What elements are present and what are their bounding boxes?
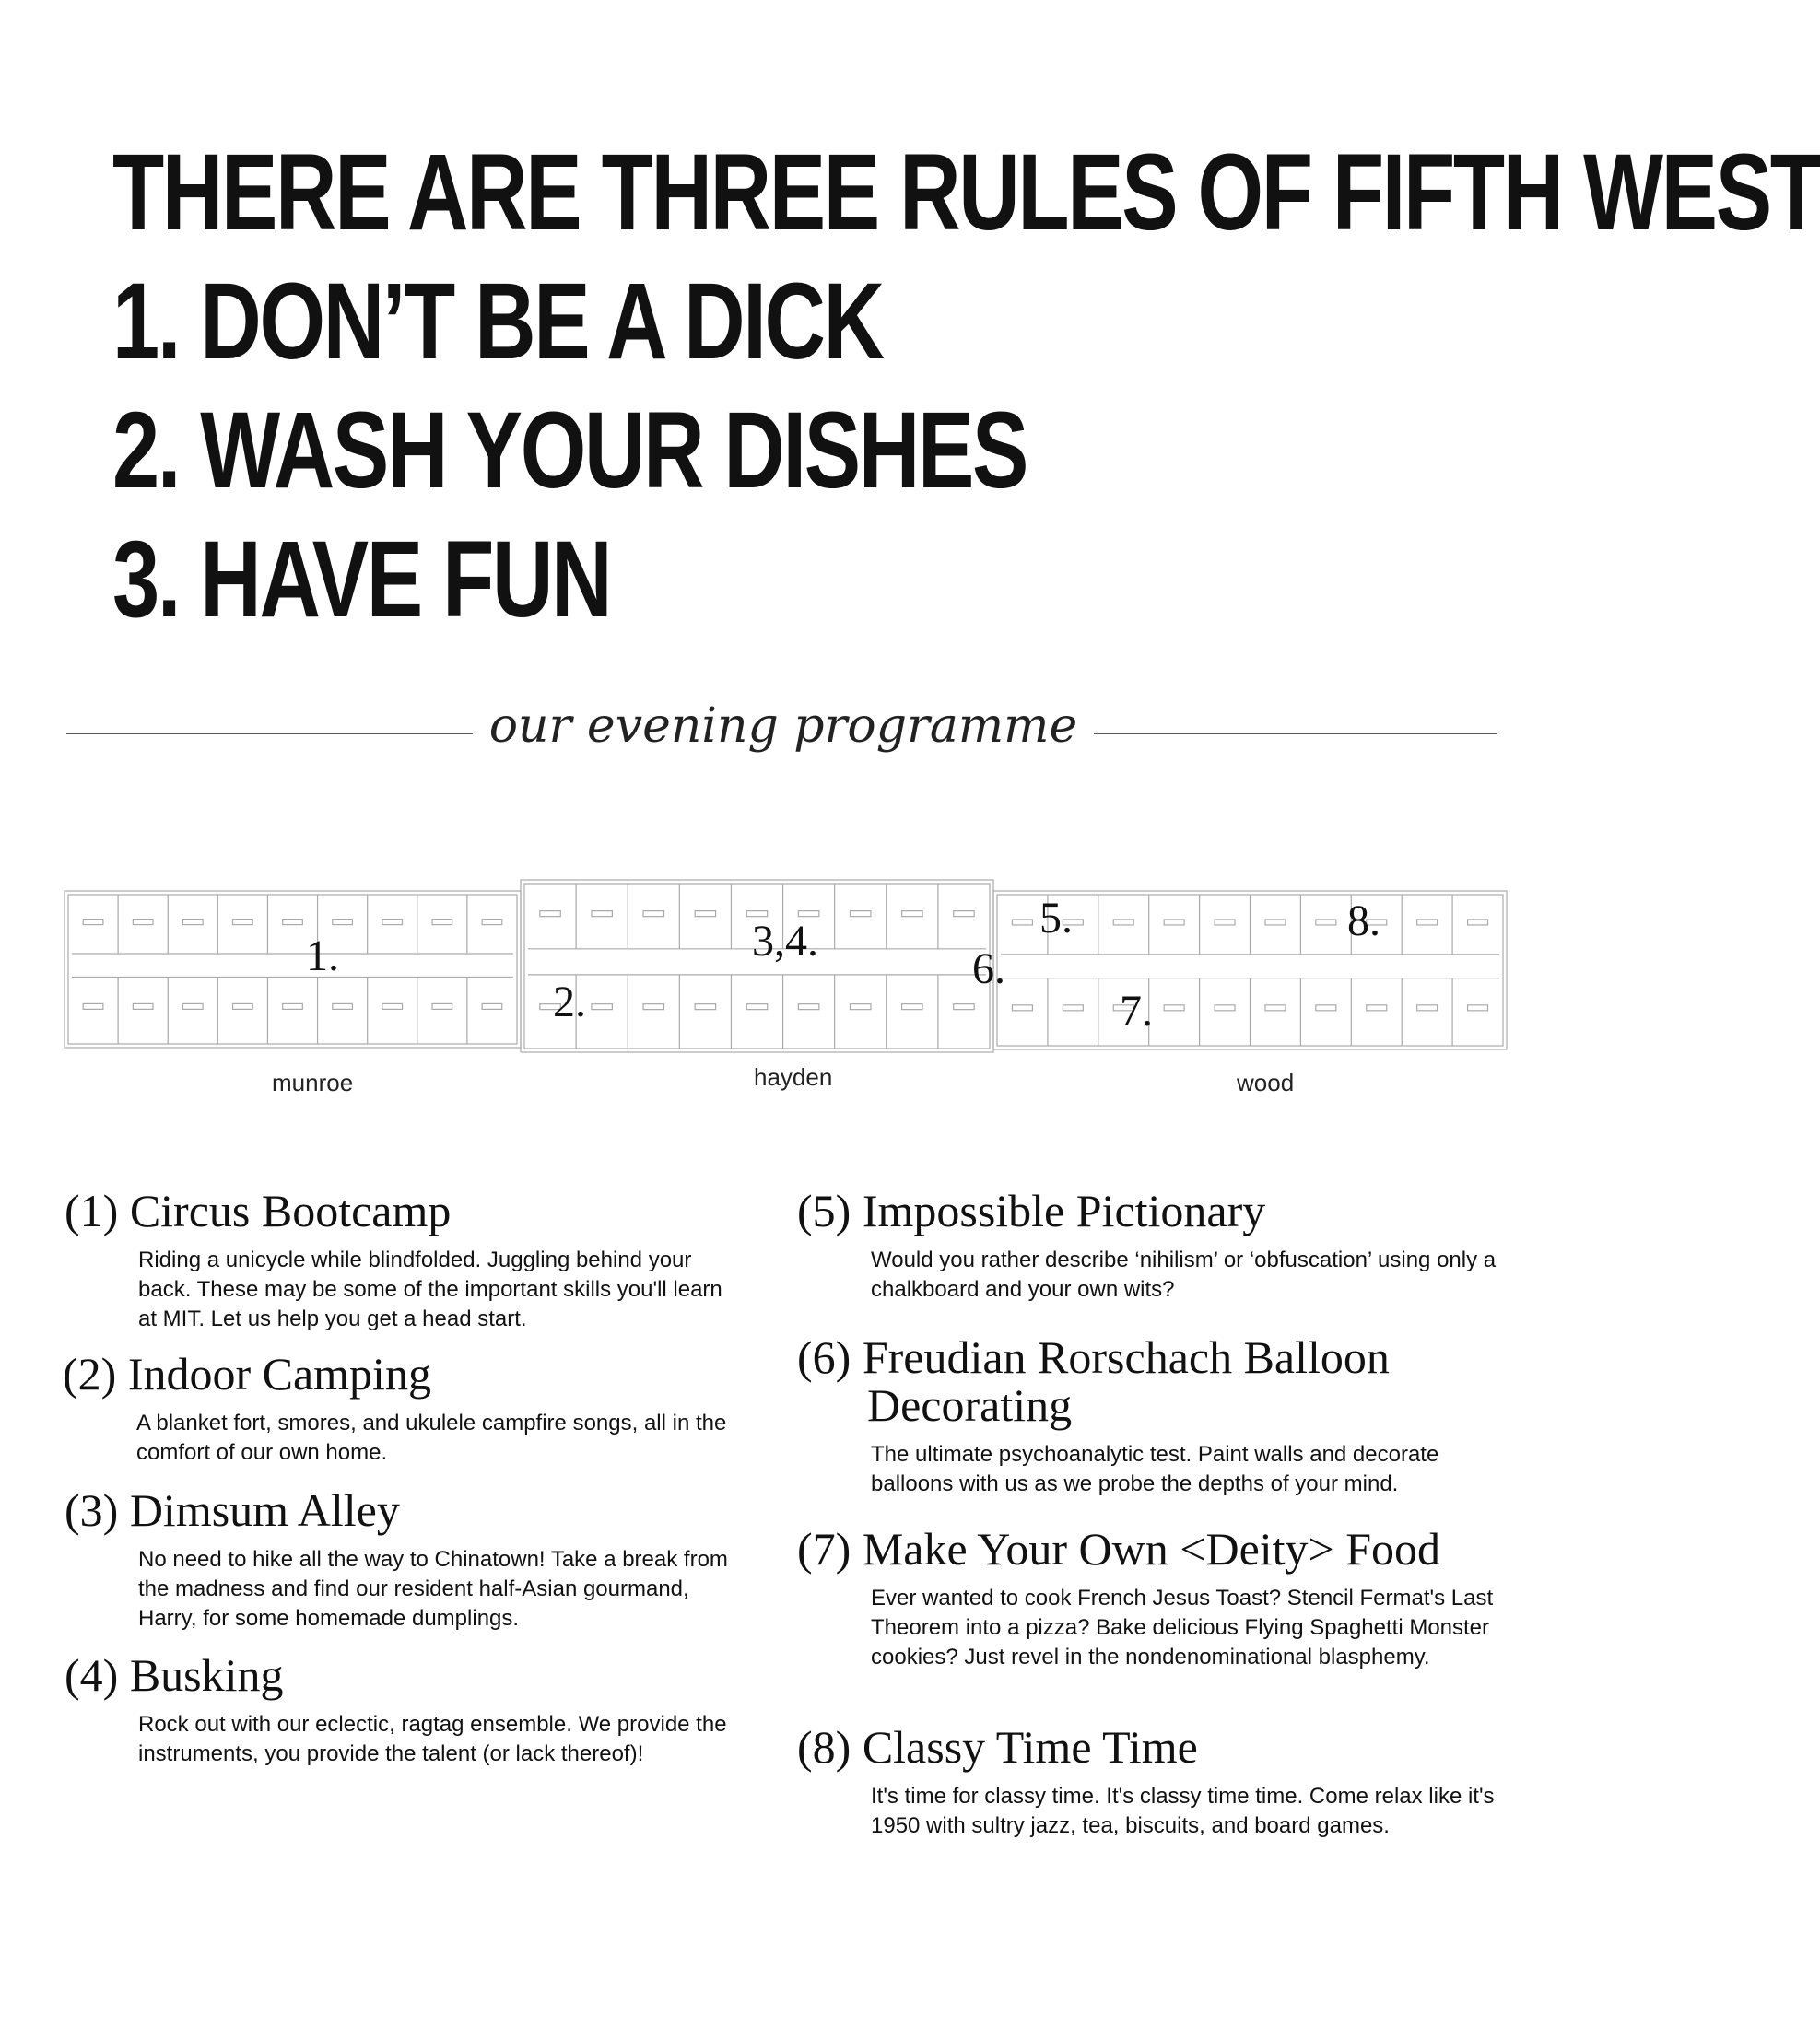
event-6 bbox=[797, 1333, 1511, 1499]
marker-8: 8. bbox=[1347, 896, 1380, 945]
event-8 bbox=[797, 1723, 1511, 1841]
event-description: Rock out with our eclectic, ragtag ensemble. We provide the instruments, you provide the talent (or lack thereof)! bbox=[138, 1712, 727, 1766]
event-4 bbox=[65, 1651, 746, 1769]
event-title: (8) Classy Time Time bbox=[797, 1721, 1198, 1773]
event-title: (1) Circus Bootcamp bbox=[65, 1185, 452, 1236]
event-5 bbox=[797, 1187, 1511, 1305]
marker-2: 2. bbox=[553, 978, 586, 1026]
event-7 bbox=[797, 1525, 1511, 1672]
event-2 bbox=[63, 1350, 745, 1468]
event-description: A blanket fort, smores, and ukulele campfire songs, all in the comfort of our own home. bbox=[136, 1411, 727, 1465]
event-description: The ultimate psychoanalytic test. Paint walls and decorate balloons with us as we probe the depths of your mind. bbox=[871, 1442, 1439, 1496]
event-title: (5) Impossible Pictionary bbox=[797, 1185, 1266, 1236]
event-description: Would you rather describe ‘nihilism’ or ‘obfuscation’ using only a chalkboard and your own wits? bbox=[871, 1248, 1497, 1302]
marker-7: 7. bbox=[1120, 987, 1153, 1036]
rule-2: 2. WASH YOUR DISHES bbox=[112, 390, 1027, 511]
event-title: (4) Busking bbox=[65, 1649, 284, 1701]
floor-plan bbox=[65, 880, 1507, 1057]
marker-1: 1. bbox=[306, 931, 339, 980]
rules-title: THERE ARE THREE RULES OF FIFTH WEST bbox=[112, 132, 1820, 253]
event-1 bbox=[65, 1187, 746, 1334]
event-description: Riding a unicycle while blindfolded. Juggling behind your back. These may be some of the important skills you'll learn at MIT. Let us help you get a head start. bbox=[138, 1248, 722, 1331]
event-description: No need to hike all the way to Chinatown! Take a break from the madness and find our resident half-Asian gourmand, Harry, for some homemade dumplings. bbox=[138, 1547, 728, 1631]
wing-label-hayden: hayden bbox=[754, 1063, 833, 1091]
programme-title: our evening programme bbox=[0, 702, 1567, 750]
event-title: (6) Freudian Rorschach Balloon bbox=[797, 1331, 1390, 1383]
event-title: (7) Make Your Own <Deity> Food bbox=[797, 1523, 1441, 1575]
event-description: Ever wanted to cook French Jesus Toast? Stencil Fermat's Last Theorem into a pizza? Bake delicious Flying Spaghetti Monster cookies? Just revel in the nondenominational blasphemy. bbox=[871, 1586, 1494, 1670]
marker-6: 6. bbox=[972, 944, 1005, 993]
event-description: It's time for classy time. It's classy time time. Come relax like it's 1950 with sultry jazz, tea, biscuits, and board games. bbox=[871, 1784, 1495, 1838]
marker-5: 5. bbox=[1039, 894, 1073, 943]
marker-3-4: 3,4. bbox=[752, 917, 818, 966]
rule-1: 1. DON’T BE A DICK bbox=[112, 261, 883, 382]
wing-label-munroe: munroe bbox=[272, 1069, 354, 1096]
event-title: (3) Dimsum Alley bbox=[65, 1484, 400, 1536]
event-3 bbox=[65, 1486, 746, 1634]
event-title-line-2: Decorating bbox=[867, 1379, 1073, 1431]
wing-label-wood: wood bbox=[1237, 1069, 1295, 1096]
event-title: (2) Indoor Camping bbox=[63, 1348, 431, 1400]
rule-3: 3. HAVE FUN bbox=[112, 519, 611, 640]
